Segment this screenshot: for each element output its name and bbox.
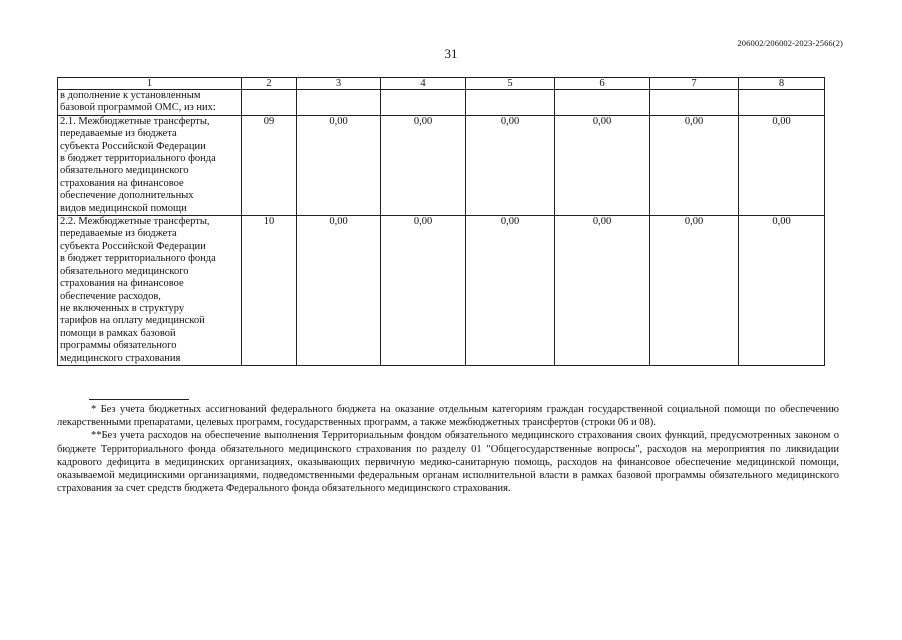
- footnotes: [57, 403, 839, 495]
- column-number: 1: [58, 78, 242, 90]
- footnote-2: **Без учета расходов на обеспечение выполнения Территориальным фондом обязательного медицинского страхования своих функций, предусмотренных законом о бюджете Территориального фонда обязательного медицинского страхования по разделу 01 "Общегосударственные вопросы", расходов на мероприятия по ликвидации кадрового дефицита в медицинских организациях, оказывающих первичную медико-санитарную помощь, расходов на финансовое обеспечение медицинской помощи, оказываемой медицинскими организациями, подведомственными федеральным органам исполнительной власти в рамках базовой программы обязательного медицинского страхования за счет средств бюджета Федерального фонда обязательного медицинского страхования.: [57, 430, 839, 495]
- table-row: [58, 90, 825, 116]
- column-number: 4: [381, 78, 466, 90]
- row-description: в дополнение к установленным базовой программой ОМС, из них:: [58, 90, 242, 116]
- table-cell: 0,00: [466, 216, 555, 366]
- table-cell: 0,00: [466, 115, 555, 215]
- table-row: [58, 216, 825, 366]
- page-number: 31: [444, 46, 458, 61]
- table-row: [58, 115, 825, 215]
- column-number: 6: [555, 78, 650, 90]
- table-cell: 0,00: [650, 115, 739, 215]
- column-number: 8: [739, 78, 825, 90]
- table-cell: 0,00: [381, 115, 466, 215]
- table-cell: [555, 90, 650, 116]
- row-code: [242, 90, 297, 116]
- table-cell: [466, 90, 555, 116]
- row-code: 10: [242, 216, 297, 366]
- table-cell: 0,00: [650, 216, 739, 366]
- column-number: 2: [242, 78, 297, 90]
- column-number: 5: [466, 78, 555, 90]
- table-cell: [739, 90, 825, 116]
- document-id: 206002/206002-2023-2566(2): [737, 38, 843, 48]
- footnote-1: * Без учета бюджетных ассигнований федерального бюджета на оказание отдельным категориям граждан государственной социальной помощи по обеспечению лекарственными препаратами, целевых программ, государственных программ, а также межбюджетных трансфертов (строки 06 и 08).: [57, 404, 839, 429]
- column-number: 7: [650, 78, 739, 90]
- row-description: 2.2. Межбюджетные трансферты, передаваемые из бюджета субъекта Российской Федерации в бюджет территориального фонда обязательного медицинского страхования на финансовое обеспечение расходов, не включенных в структуру тарифов на оплату медицинской помощи в рамках базовой программы обязательного медицинского страхования: [58, 216, 242, 366]
- table-cell: 0,00: [555, 115, 650, 215]
- row-code: 09: [242, 115, 297, 215]
- table-cell: 0,00: [297, 115, 381, 215]
- table-cell: 0,00: [739, 115, 825, 215]
- column-number-row: [58, 78, 825, 90]
- column-number: 3: [297, 78, 381, 90]
- table-cell: [381, 90, 466, 116]
- table-cell: 0,00: [297, 216, 381, 366]
- table-cell: 0,00: [739, 216, 825, 366]
- budget-table: [57, 77, 825, 366]
- footnote-divider: [89, 399, 189, 400]
- table-cell: [297, 90, 381, 116]
- table-cell: 0,00: [555, 216, 650, 366]
- table-cell: 0,00: [381, 216, 466, 366]
- table-cell: [650, 90, 739, 116]
- row-description: 2.1. Межбюджетные трансферты, передаваемые из бюджета субъекта Российской Федерации в бюджет территориального фонда обязательного медицинского страхования на финансовое обеспечение дополнительных видов медицинской помощи: [58, 115, 242, 215]
